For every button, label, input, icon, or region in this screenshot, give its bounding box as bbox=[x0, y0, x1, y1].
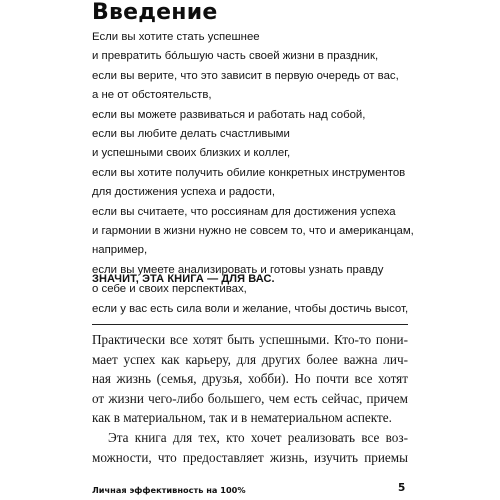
page-number: 5 bbox=[398, 482, 406, 494]
intro-line: например, bbox=[92, 244, 148, 257]
intro-line: и гармонии в жизни нужно не совсем то, что и американцам, bbox=[92, 225, 414, 238]
intro-line: если у вас есть сила воли и желание, чтобы достичь высот, bbox=[92, 302, 409, 315]
body-line: ная жизнь (семья, друзья, хобби). Но почти все хотят bbox=[92, 371, 408, 387]
body-line: мает успех как карьеру, для других более важна лич- bbox=[92, 351, 408, 367]
running-footer-title: Личная эффективность на 100% bbox=[92, 485, 246, 495]
intro-line: если вы можете развиваться и работать над собой, bbox=[92, 108, 366, 121]
body-line: Практически все хотят быть успешными. Кто-то пони- bbox=[92, 332, 408, 347]
intro-line: если вы умеете анализировать и готовы узнать правду bbox=[92, 263, 384, 276]
body-line: можности, что предоставляет жизнь, изучить приемы bbox=[92, 449, 408, 465]
intro-line: если вы считаете, что россиянам для достижения успеха bbox=[92, 205, 396, 218]
section-divider bbox=[92, 324, 408, 325]
body-paragraphs bbox=[92, 330, 408, 467]
body-line: как в материальном, так и в нематериальном аспекте. bbox=[92, 410, 392, 426]
intro-line: а не от обстоятельств, bbox=[92, 89, 212, 102]
conclusion-statement: ЗНАЧИТ, ЭТА КНИГА — ДЛЯ ВАС. bbox=[92, 273, 275, 285]
body-line: от жизни чего-либо большего, чем есть сейчас, причем bbox=[92, 390, 408, 406]
intro-line: если вы верите, что это зависит в первую очередь от вас, bbox=[92, 69, 399, 82]
intro-line: Если вы хотите стать успешнее bbox=[92, 31, 260, 43]
intro-line: если вы любите делать счастливыми bbox=[92, 128, 290, 141]
intro-line: для достижения успеха и радости, bbox=[92, 186, 276, 199]
body-line: Эта книга для тех, кто хочет реализовать все воз- bbox=[108, 429, 408, 445]
chapter-heading: Введение bbox=[92, 0, 218, 25]
intro-line: о себе и своих перспективах, bbox=[92, 283, 247, 296]
intro-line: если вы хотите получить обилие конкретных инструментов bbox=[92, 166, 406, 179]
intro-line: и превратить бóльшую часть своей жизни в праздник, bbox=[92, 50, 379, 63]
intro-line: и успешными своих близких и коллег, bbox=[92, 147, 291, 160]
